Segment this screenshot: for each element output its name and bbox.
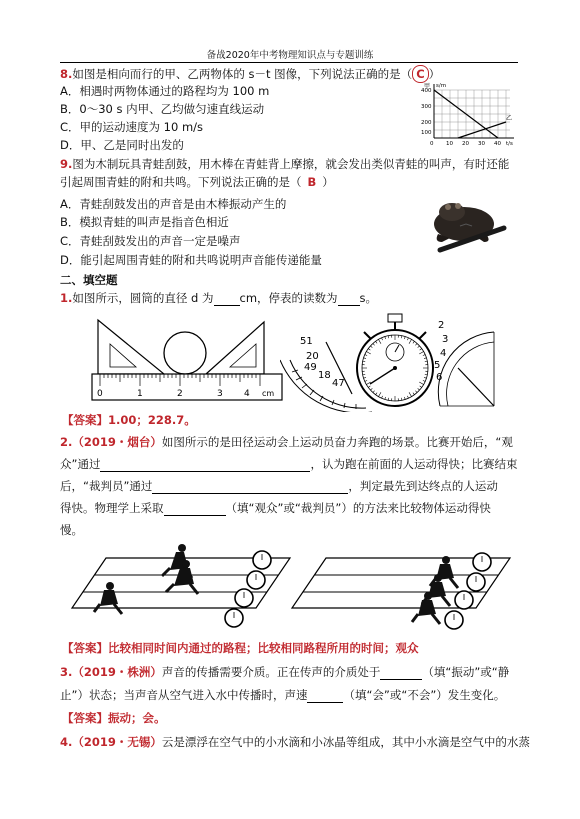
dial-tick-20: 20 <box>306 351 319 362</box>
ruler-tick-3: 3 <box>217 389 223 399</box>
q9-stem-text2: 引起周围青蛙的附和共鸣。下列说法正确的是（ <box>60 175 302 189</box>
f3-line1 <box>60 664 509 680</box>
ytick-100: 100 <box>421 130 432 136</box>
f1-answer-text: 1.00；228.7。 <box>108 413 196 427</box>
ruler-tick-1: 1 <box>137 389 143 399</box>
small-dial-tick-2: 2 <box>438 320 445 331</box>
q9-close: ） <box>322 175 334 189</box>
section-fill-blank-title: 二、填空题 <box>60 273 118 287</box>
small-dial-tick-5: 5 <box>434 360 441 371</box>
series-jia-label: 甲 <box>424 83 431 90</box>
f2-line4 <box>60 500 491 516</box>
xtick-20: 20 <box>462 141 469 146</box>
q9-option-d: D．能引起周围青蛙的附和共鸣说明声音能传递能量 <box>60 253 322 267</box>
f1-blank-stopwatch[interactable] <box>338 293 360 306</box>
q8-option-a: A．相遇时两物体通过的路程均为 100 m <box>60 84 270 98</box>
f2-answer-text: 比较相同时间内通过的路程；比较相同路程所用的时间；观众 <box>108 641 419 655</box>
stopwatch-figure <box>280 312 505 412</box>
running-track-figure <box>66 540 516 632</box>
track-scene-right <box>292 553 510 629</box>
xtick-30: 30 <box>478 141 485 146</box>
f2-text-2b: ，认为跑在前面的人运动得快；比赛结束 <box>310 457 518 471</box>
ruler-unit: cm <box>262 389 275 398</box>
f2-answer <box>62 640 419 656</box>
ruler-tick-0: 0 <box>97 389 103 399</box>
ytick-200: 200 <box>421 120 432 126</box>
ruler-cylinder-figure <box>88 312 284 404</box>
q9-option-c: C．青蛙刮鼓发出的声音一定是噪声 <box>60 234 241 248</box>
q8-close: ） <box>428 67 441 81</box>
dial-tick-49: 49 <box>304 362 317 373</box>
f2-blank-audience[interactable] <box>100 459 310 472</box>
xtick-40: 40 <box>494 141 501 146</box>
track-scene-left <box>72 544 290 627</box>
q8-st-graph <box>420 80 518 146</box>
q9-option-b: B．模拟青蛙的叫声是指音色相近 <box>60 215 229 229</box>
f4-source: （2019・无锡） <box>72 735 162 749</box>
f2-blank-method[interactable] <box>164 503 226 516</box>
f2-answer-label: 【答案】 <box>62 641 108 655</box>
frog-toy-image <box>420 190 512 254</box>
f1-answer <box>62 412 196 428</box>
f3-text-1b: （填“振动”或“静 <box>422 665 510 679</box>
q8-number: 8. <box>60 67 73 81</box>
f3-text-1a: 声音的传播需要介质。正在传声的介质处于 <box>161 665 381 679</box>
f2-text-3b: ，判定最先到达终点的人运动 <box>348 479 498 493</box>
f2-text-4a: 得快。物理学上采取 <box>60 501 164 515</box>
graph-ylabel: s/m <box>436 83 447 89</box>
q8-stem <box>60 65 440 83</box>
f4-number: 4. <box>60 735 73 749</box>
f3-blank-state[interactable] <box>380 667 422 680</box>
dial-tick-18: 18 <box>318 370 331 381</box>
f2-source: （2019・烟台） <box>72 435 162 449</box>
dial-tick-47: 47 <box>332 378 345 389</box>
xtick-10: 10 <box>446 141 453 146</box>
f2-line1 <box>60 434 513 450</box>
small-dial-tick-6: 6 <box>436 372 443 383</box>
graph-xlabel: t/s <box>506 141 513 146</box>
ytick-400: 400 <box>421 88 432 94</box>
dial-tick-51: 51 <box>300 336 313 347</box>
f4-text: 云是漂浮在空气中的小水滴和小冰晶等组成，其中小水滴是空气中的水蒸 <box>161 735 530 749</box>
f2-text-3a: 后，“裁判员”通过 <box>60 479 153 493</box>
q8-answer: C <box>412 65 428 83</box>
f1-answer-label: 【答案】 <box>62 413 108 427</box>
ruler-tick-4: 4 <box>244 389 250 399</box>
q9-stem-text1: 图为木制玩具青蛙刮鼓，用木棒在青蛙背上摩擦，就会发出类似青蛙的叫声，有时还能 <box>72 157 510 171</box>
f2-text-2a: 众”通过 <box>60 457 101 471</box>
q9-stem-line1 <box>60 156 509 172</box>
f2-text-1: 如图所示的是田径运动会上运动员奋力奔跑的场景。比赛开始后，“观 <box>161 435 513 449</box>
f2-line3 <box>60 478 498 494</box>
q8-stem-text: 如图是相向而行的甲、乙两物体的 s－t 图像，下列说法正确的是（ <box>72 67 413 81</box>
ruler-tick-2: 2 <box>177 389 183 399</box>
f3-answer-text: 振动；会。 <box>108 711 166 725</box>
q8-option-c: C．甲的运动速度为 10 m/s <box>60 120 204 134</box>
f3-answer-label: 【答案】 <box>62 711 108 725</box>
q9-answer: B <box>307 175 317 189</box>
f3-line2 <box>60 687 505 703</box>
q9-number: 9. <box>60 157 73 171</box>
page-header: 备战2020年中考物理知识点与专题训练 <box>206 50 374 61</box>
f2-line5: 慢。 <box>60 523 83 537</box>
f3-blank-speed[interactable] <box>307 690 343 703</box>
f1-text-b: cm，停表的读数为 <box>239 291 338 305</box>
f3-text-2b: （填“会”或“不会”）发生变化。 <box>343 688 506 702</box>
f1-text-a: 如图所示，圆筒的直径 d 为 <box>72 291 214 305</box>
f2-line2 <box>60 456 517 472</box>
f2-blank-referee[interactable] <box>152 481 348 494</box>
ytick-300: 300 <box>421 104 432 110</box>
f2-text-4b: （填“观众”或“裁判员”）的方法来比较物体运动得快 <box>225 501 491 515</box>
small-dial-tick-3: 3 <box>442 334 449 345</box>
q8-option-d: D．甲、乙是同时出发的 <box>60 138 184 152</box>
f1-stem <box>60 290 377 306</box>
small-dial-tick-4: 4 <box>440 348 447 359</box>
f3-source: （2019・株洲） <box>72 665 162 679</box>
f1-text-c: s。 <box>359 291 378 305</box>
f1-number: 1. <box>60 291 73 305</box>
f4-line1 <box>60 734 530 750</box>
f2-number: 2. <box>60 435 73 449</box>
f3-text-2a: 止”）状态；当声音从空气进入水中传播时，声速 <box>60 688 308 702</box>
xtick-0: 0 <box>430 141 434 146</box>
q8-option-b: B．0～30 s 内甲、乙均做匀速直线运动 <box>60 102 265 116</box>
header-divider <box>60 62 518 63</box>
f1-blank-diameter[interactable] <box>214 293 240 306</box>
q9-stem-line2 <box>60 174 334 190</box>
series-yi-label: 乙 <box>506 115 513 122</box>
q9-option-a: A．青蛙刮鼓发出的声音是由木棒振动产生的 <box>60 197 287 211</box>
f3-answer <box>62 710 166 726</box>
f3-number: 3. <box>60 665 73 679</box>
